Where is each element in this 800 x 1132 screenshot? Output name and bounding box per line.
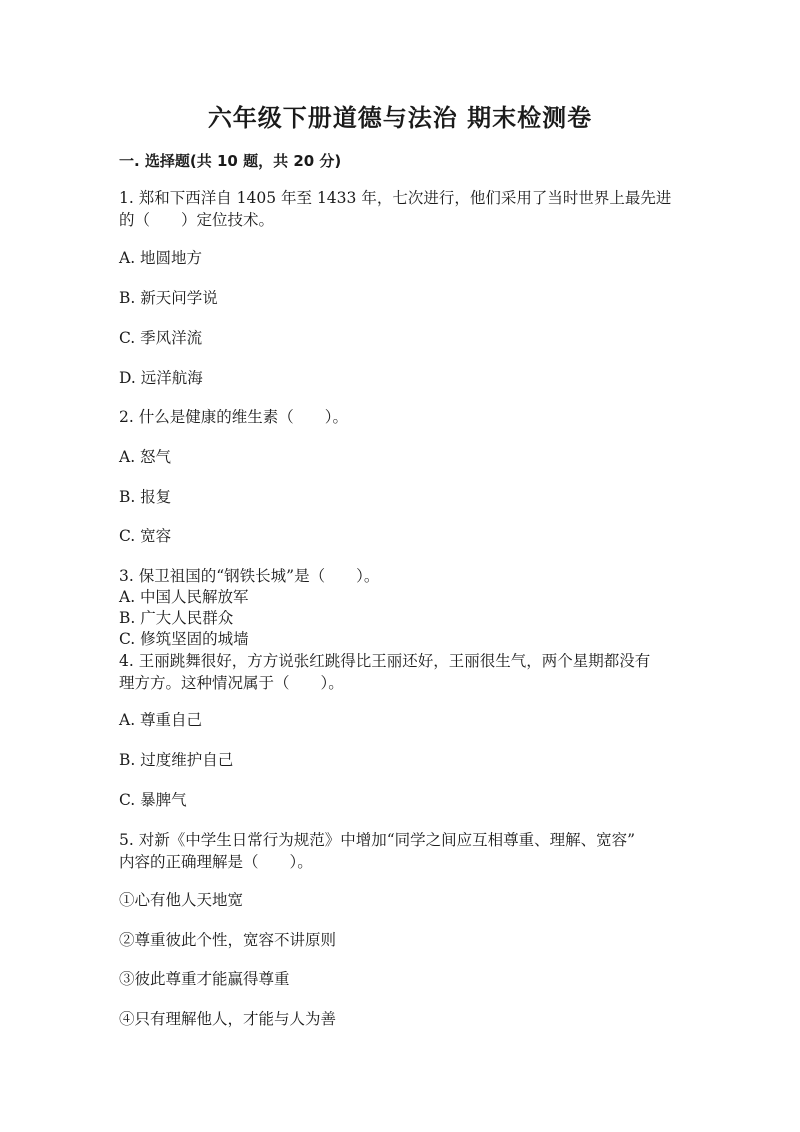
question-1-stem-line-1: 1. 郑和下西洋自 1405 年至 1433 年，七次进行，他们采用了当时世界上最先进: [119, 189, 672, 207]
question-4-stem-line-1: 4. 王丽跳舞很好，方方说张红跳得比王丽还好，王丽很生气，两个星期都没有: [119, 652, 651, 670]
question-4-option-b: B. 过度维护自己: [119, 751, 234, 769]
question-5-stem-line-1: 5. 对新《中学生日常行为规范》中增加“同学之间应互相尊重、理解、宽容”: [119, 831, 636, 849]
question-5-option-3: ③彼此尊重才能赢得尊重: [119, 970, 290, 988]
question-1-option-d: D. 远洋航海: [119, 369, 203, 387]
question-1-option-a: A. 地圆地方: [119, 249, 203, 267]
section-heading: 一. 选择题(共 10 题，共 20 分): [119, 152, 342, 170]
question-3-stem-line-1: 3. 保卫祖国的“钢铁长城”是（ ）。: [119, 567, 380, 585]
question-1-option-c: C. 季风洋流: [119, 329, 203, 347]
question-4-option-a: A. 尊重自己: [119, 711, 203, 729]
question-3-option-b: B. 广大人民群众: [119, 609, 234, 627]
question-5-option-1: ①心有他人天地宽: [119, 891, 244, 909]
question-5-stem-line-2: 内容的正确理解是（ ）。: [119, 853, 313, 871]
question-5-option-4: ④只有理解他人，才能与人为善: [119, 1010, 337, 1028]
question-2-stem-line-1: 2. 什么是健康的维生素（ ）。: [119, 408, 348, 426]
question-2-option-b: B. 报复: [119, 488, 172, 506]
question-4-stem-line-2: 理方方。这种情况属于（ ）。: [119, 674, 344, 692]
question-5-option-2: ②尊重彼此个性，宽容不讲原则: [119, 931, 337, 949]
question-3-option-c: C. 修筑坚固的城墙: [119, 630, 249, 648]
question-4-option-c: C. 暴脾气: [119, 791, 187, 809]
page-title: 六年级下册道德与法治 期末检测卷: [207, 103, 593, 132]
question-3-option-a: A. 中国人民解放军: [119, 588, 249, 606]
question-1-stem-line-2: 的（ ）定位技术。: [119, 211, 275, 229]
question-1-option-b: B. 新天问学说: [119, 289, 218, 307]
question-2-option-c: C. 宽容: [119, 527, 172, 545]
question-2-option-a: A. 怒气: [119, 448, 172, 466]
